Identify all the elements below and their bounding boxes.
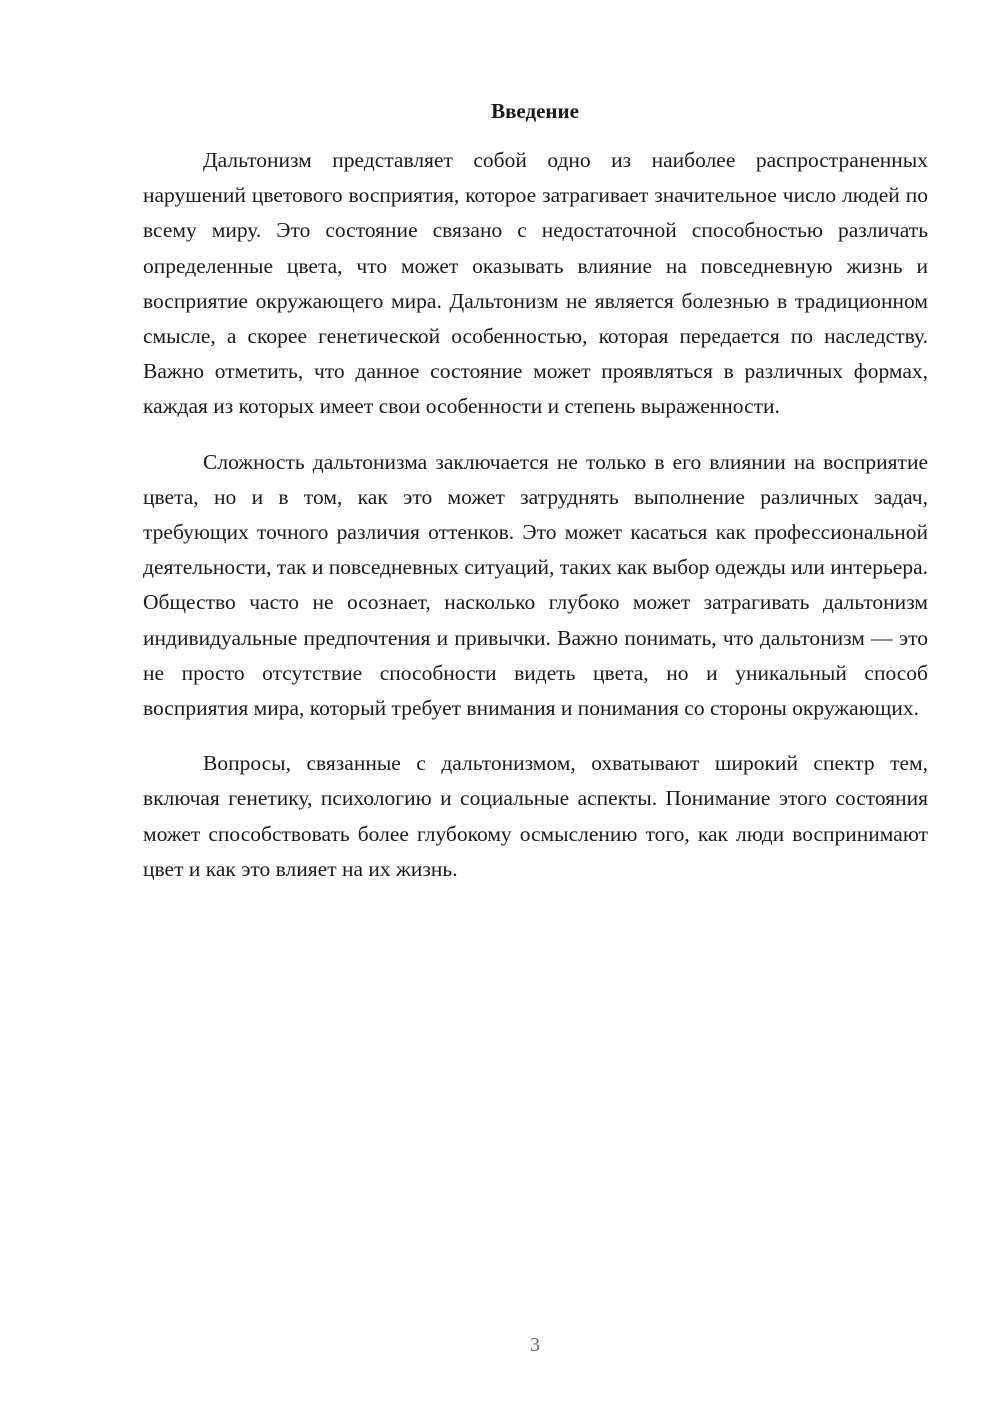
- page-title: Введение: [491, 99, 579, 123]
- page-number: 3: [530, 1334, 540, 1356]
- body-text: [143, 143, 928, 907]
- paragraph-1: Дальтонизм представляет собой одно из наиболее распространенных нарушений цветового восприятия, которое затрагивает значительное число людей по всему миру. Это состояние связано с недостаточной способностью различать определенные цвета, что может оказывать влияние на повседневную жизнь и восприятие окружающего мира. Дальтонизм не является болезнью в традиционном смысле, а скорее генетической особенностью, которая передается по наследству. Важно отметить, что данное состояние может проявляться в различных формах, каждая из которых имеет свои особенности и степень выраженности.: [143, 148, 928, 419]
- paragraph-2: Сложность дальтонизма заключается не только в его влиянии на восприятие цвета, но и в том, как это может затруднять выполнение различных задач, требующих точного различия оттенков. Это может касаться как профессиональной деятельности, так и повседневных ситуаций, таких как выбор одежды или интерьера. Общество часто не осознает, насколько глубоко может затрагивать дальтонизм индивидуальные предпочтения и привычки. Важно понимать, что дальтонизм — это не просто отсутствие способности видеть цвета, но и уникальный способ восприятия мира, который требует внимания и понимания со стороны окружающих.: [143, 449, 928, 721]
- paragraph-3: Вопросы, связанные с дальтонизмом, охватывают широкий спектр тем, включая генетику, психологию и социальные аспекты. Понимание этого состояния может способствовать более глубокому осмыслению того, как люди воспринимают цвет и как это влияет на их жизнь.: [143, 751, 928, 881]
